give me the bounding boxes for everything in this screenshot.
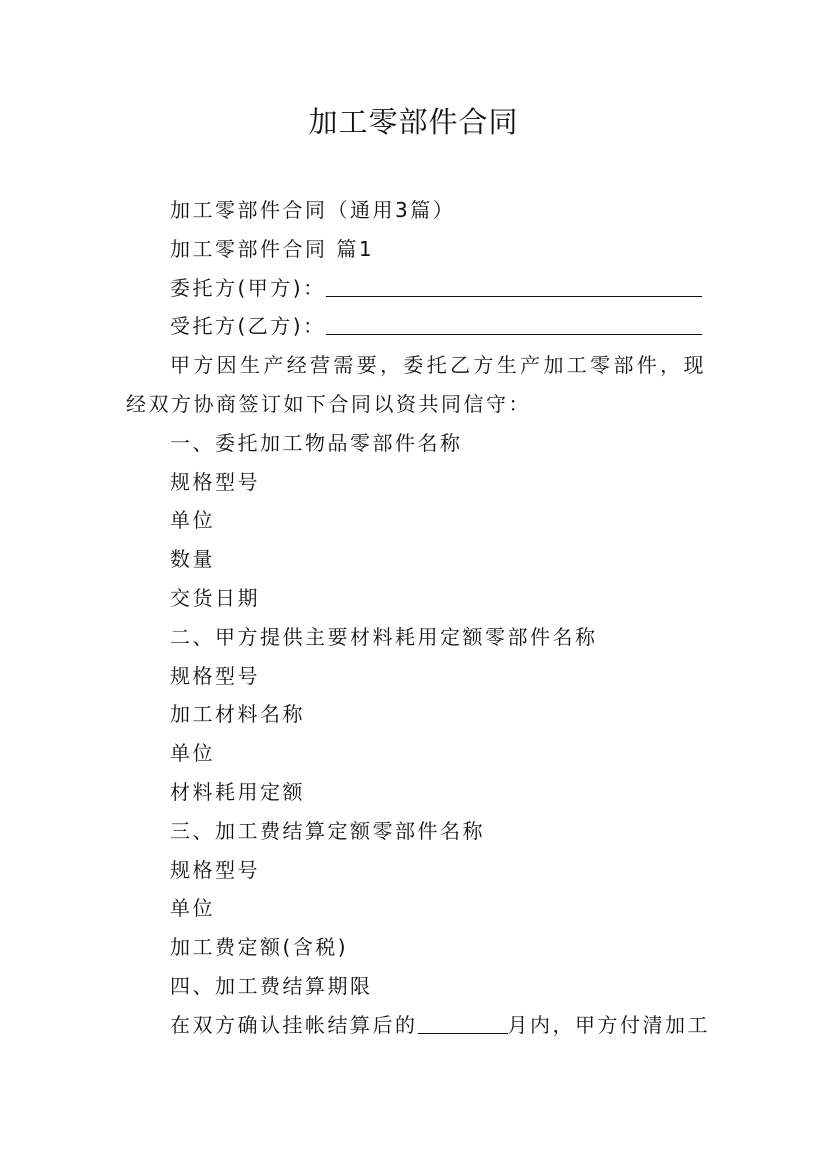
list-item: 规格型号	[170, 663, 260, 688]
list-item: 单位	[170, 741, 215, 766]
paragraph-payment-term	[126, 1006, 710, 1045]
payment-term-text-end: 月内，甲方付清加工	[507, 1012, 710, 1037]
document-title: 加工零部件合同	[308, 105, 519, 139]
list-item: 规格型号	[170, 857, 260, 882]
list-item: 材料耗用定额	[170, 779, 305, 804]
payment-term-blank-line	[418, 1011, 508, 1034]
section-heading-2: 二、甲方提供主要材料耗用定额零部件名称	[170, 624, 598, 649]
list-item: 数量	[170, 547, 215, 572]
list-item: 单位	[170, 896, 215, 921]
list-item: 交货日期	[170, 585, 260, 610]
paragraph-party-a	[126, 269, 706, 308]
paragraph-subtitle: 加工零部件合同（通用3篇）	[170, 198, 456, 222]
paragraph-intro: 甲方因生产经营需要，委托乙方生产加工零部件，现经双方协商签订如下合同以资共同信守：	[126, 353, 706, 416]
document-body	[126, 191, 710, 1045]
section-heading-3: 三、加工费结算定额零部件名称	[170, 818, 485, 843]
paragraph-party-b	[126, 307, 706, 346]
paragraph-part-heading: 加工零部件合同 篇1	[170, 236, 375, 261]
payment-term-text-start: 在双方确认挂帐结算后的	[170, 1012, 418, 1037]
list-item: 加工材料名称	[170, 702, 305, 727]
list-item: 加工费定额(含税)	[170, 935, 349, 960]
party-b-blank-line	[326, 312, 702, 335]
party-b-label: 受托方(乙方)：	[170, 314, 326, 339]
party-a-label: 委托方(甲方)：	[170, 275, 326, 300]
list-item: 单位	[170, 508, 215, 533]
party-a-blank-line	[326, 274, 702, 297]
section-heading-1: 一、委托加工物品零部件名称	[170, 430, 463, 455]
list-item: 规格型号	[170, 469, 260, 494]
section-heading-4: 四、加工费结算期限	[170, 973, 373, 998]
